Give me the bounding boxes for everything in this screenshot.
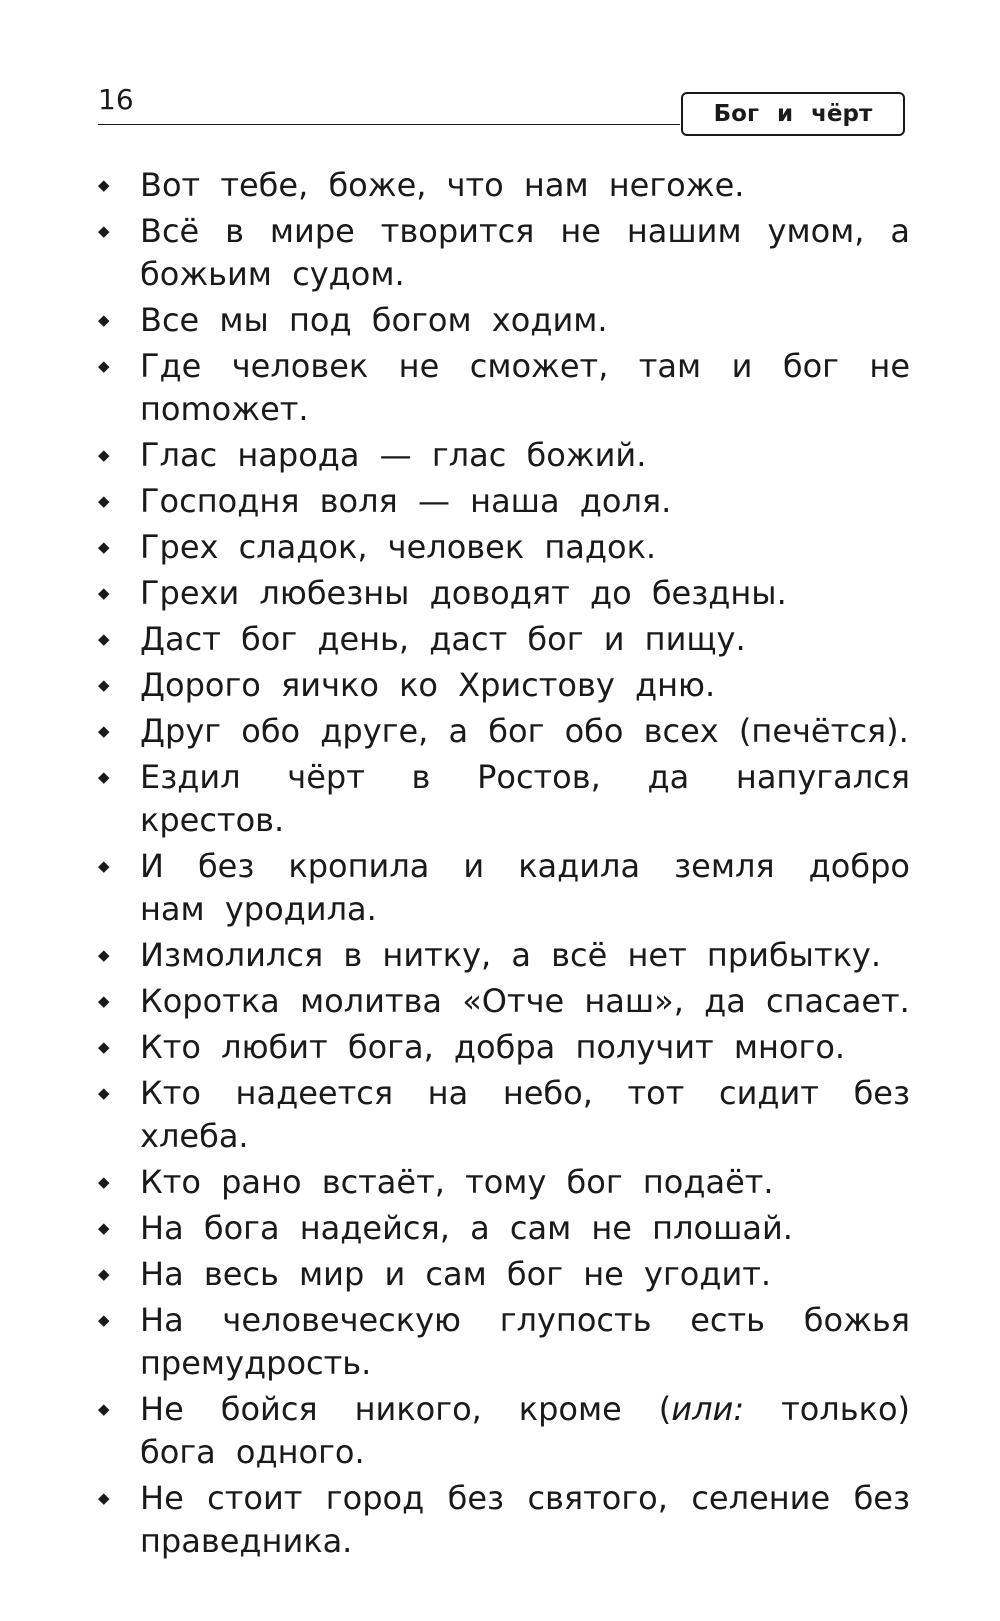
proverb-text: Ездил чёрт в Ростов, да напугался крестов.: [140, 758, 910, 839]
proverb-item: [98, 480, 910, 523]
proverb-list: [98, 164, 910, 1566]
header-rule: [98, 124, 680, 125]
proverb-text: Кто рано встаёт, тому бог подаёт.: [140, 1163, 774, 1201]
proverb-item: [98, 1253, 910, 1296]
proverb-text-italic: или:: [671, 1390, 745, 1428]
proverb-item: [98, 980, 910, 1023]
proverb-item: [98, 1072, 910, 1158]
proverb-item: [98, 1207, 910, 1250]
proverb-item: [98, 434, 910, 477]
proverb-item: [98, 526, 910, 569]
proverb-text-before: Не бойся никого, кроме (: [140, 1390, 672, 1428]
proverb-text: Даст бог день, даст бог и пищу.: [140, 620, 746, 658]
proverb-item: [98, 664, 910, 707]
proverb-text-after: только) бога одного.: [140, 1390, 911, 1471]
proverb-text: На весь мир и сам бог не угодит.: [140, 1255, 772, 1293]
proverb-text: И без кропила и кадила земля добро нам уродила.: [140, 847, 910, 928]
proverb-item: [98, 572, 910, 615]
proverb-item: [98, 1388, 910, 1474]
page-number: 16: [98, 83, 134, 116]
proverb-text: Измолился в нитку, а всё нет прибытку.: [140, 936, 882, 974]
proverb-text: Все мы под богом ходим.: [140, 301, 608, 339]
proverb-text: Не стоит город без святого, селение без праведника.: [140, 1479, 910, 1560]
proverb-text: На человеческую глупость есть божья премудрость.: [140, 1301, 910, 1382]
proverb-text: Коротка молитва «Отче наш», да спасает.: [140, 982, 910, 1020]
proverb-text: Господня воля — наша доля.: [140, 482, 672, 520]
proverb-item: [98, 756, 910, 842]
proverb-text: Грехи любезны доводят до бездны.: [140, 574, 787, 612]
proverb-item: [98, 1299, 910, 1385]
proverb-item: [98, 1026, 910, 1069]
proverb-item: [98, 710, 910, 753]
proverb-item: [98, 934, 910, 977]
proverb-item: [98, 618, 910, 661]
proverb-text: Глас народа — глас божий.: [140, 436, 647, 474]
proverb-text: Вот тебе, боже, что нам негоже.: [140, 166, 745, 204]
proverb-item: [98, 299, 910, 342]
proverb-text: Кто любит бога, добра получит много.: [140, 1028, 846, 1066]
proverb-text: Кто надеется на небо, тот сидит без хлеба.: [140, 1074, 910, 1155]
proverb-item: [98, 1161, 910, 1204]
proverb-text: Всё в мире творится не нашим умом, а божьим судом.: [140, 212, 910, 293]
proverb-text: Друг обо друге, а бог обо всех (печётся).: [140, 712, 909, 750]
proverb-text: На бога надейся, а сам не плошай.: [140, 1209, 793, 1247]
proverb-text: Дорого яичко ко Христову дню.: [140, 666, 716, 704]
section-title-box: [681, 92, 905, 136]
proverb-item: [98, 845, 910, 931]
proverb-item: [98, 1477, 910, 1563]
section-title: Бог и чёрт: [713, 101, 873, 127]
proverb-text: Где человек не сможет, там и бог не поmожет.: [140, 347, 910, 428]
proverb-item: [98, 210, 910, 296]
proverb-item: [98, 345, 910, 431]
proverb-text: Грех сладок, человек падок.: [140, 528, 657, 566]
proverb-item: [98, 164, 910, 207]
